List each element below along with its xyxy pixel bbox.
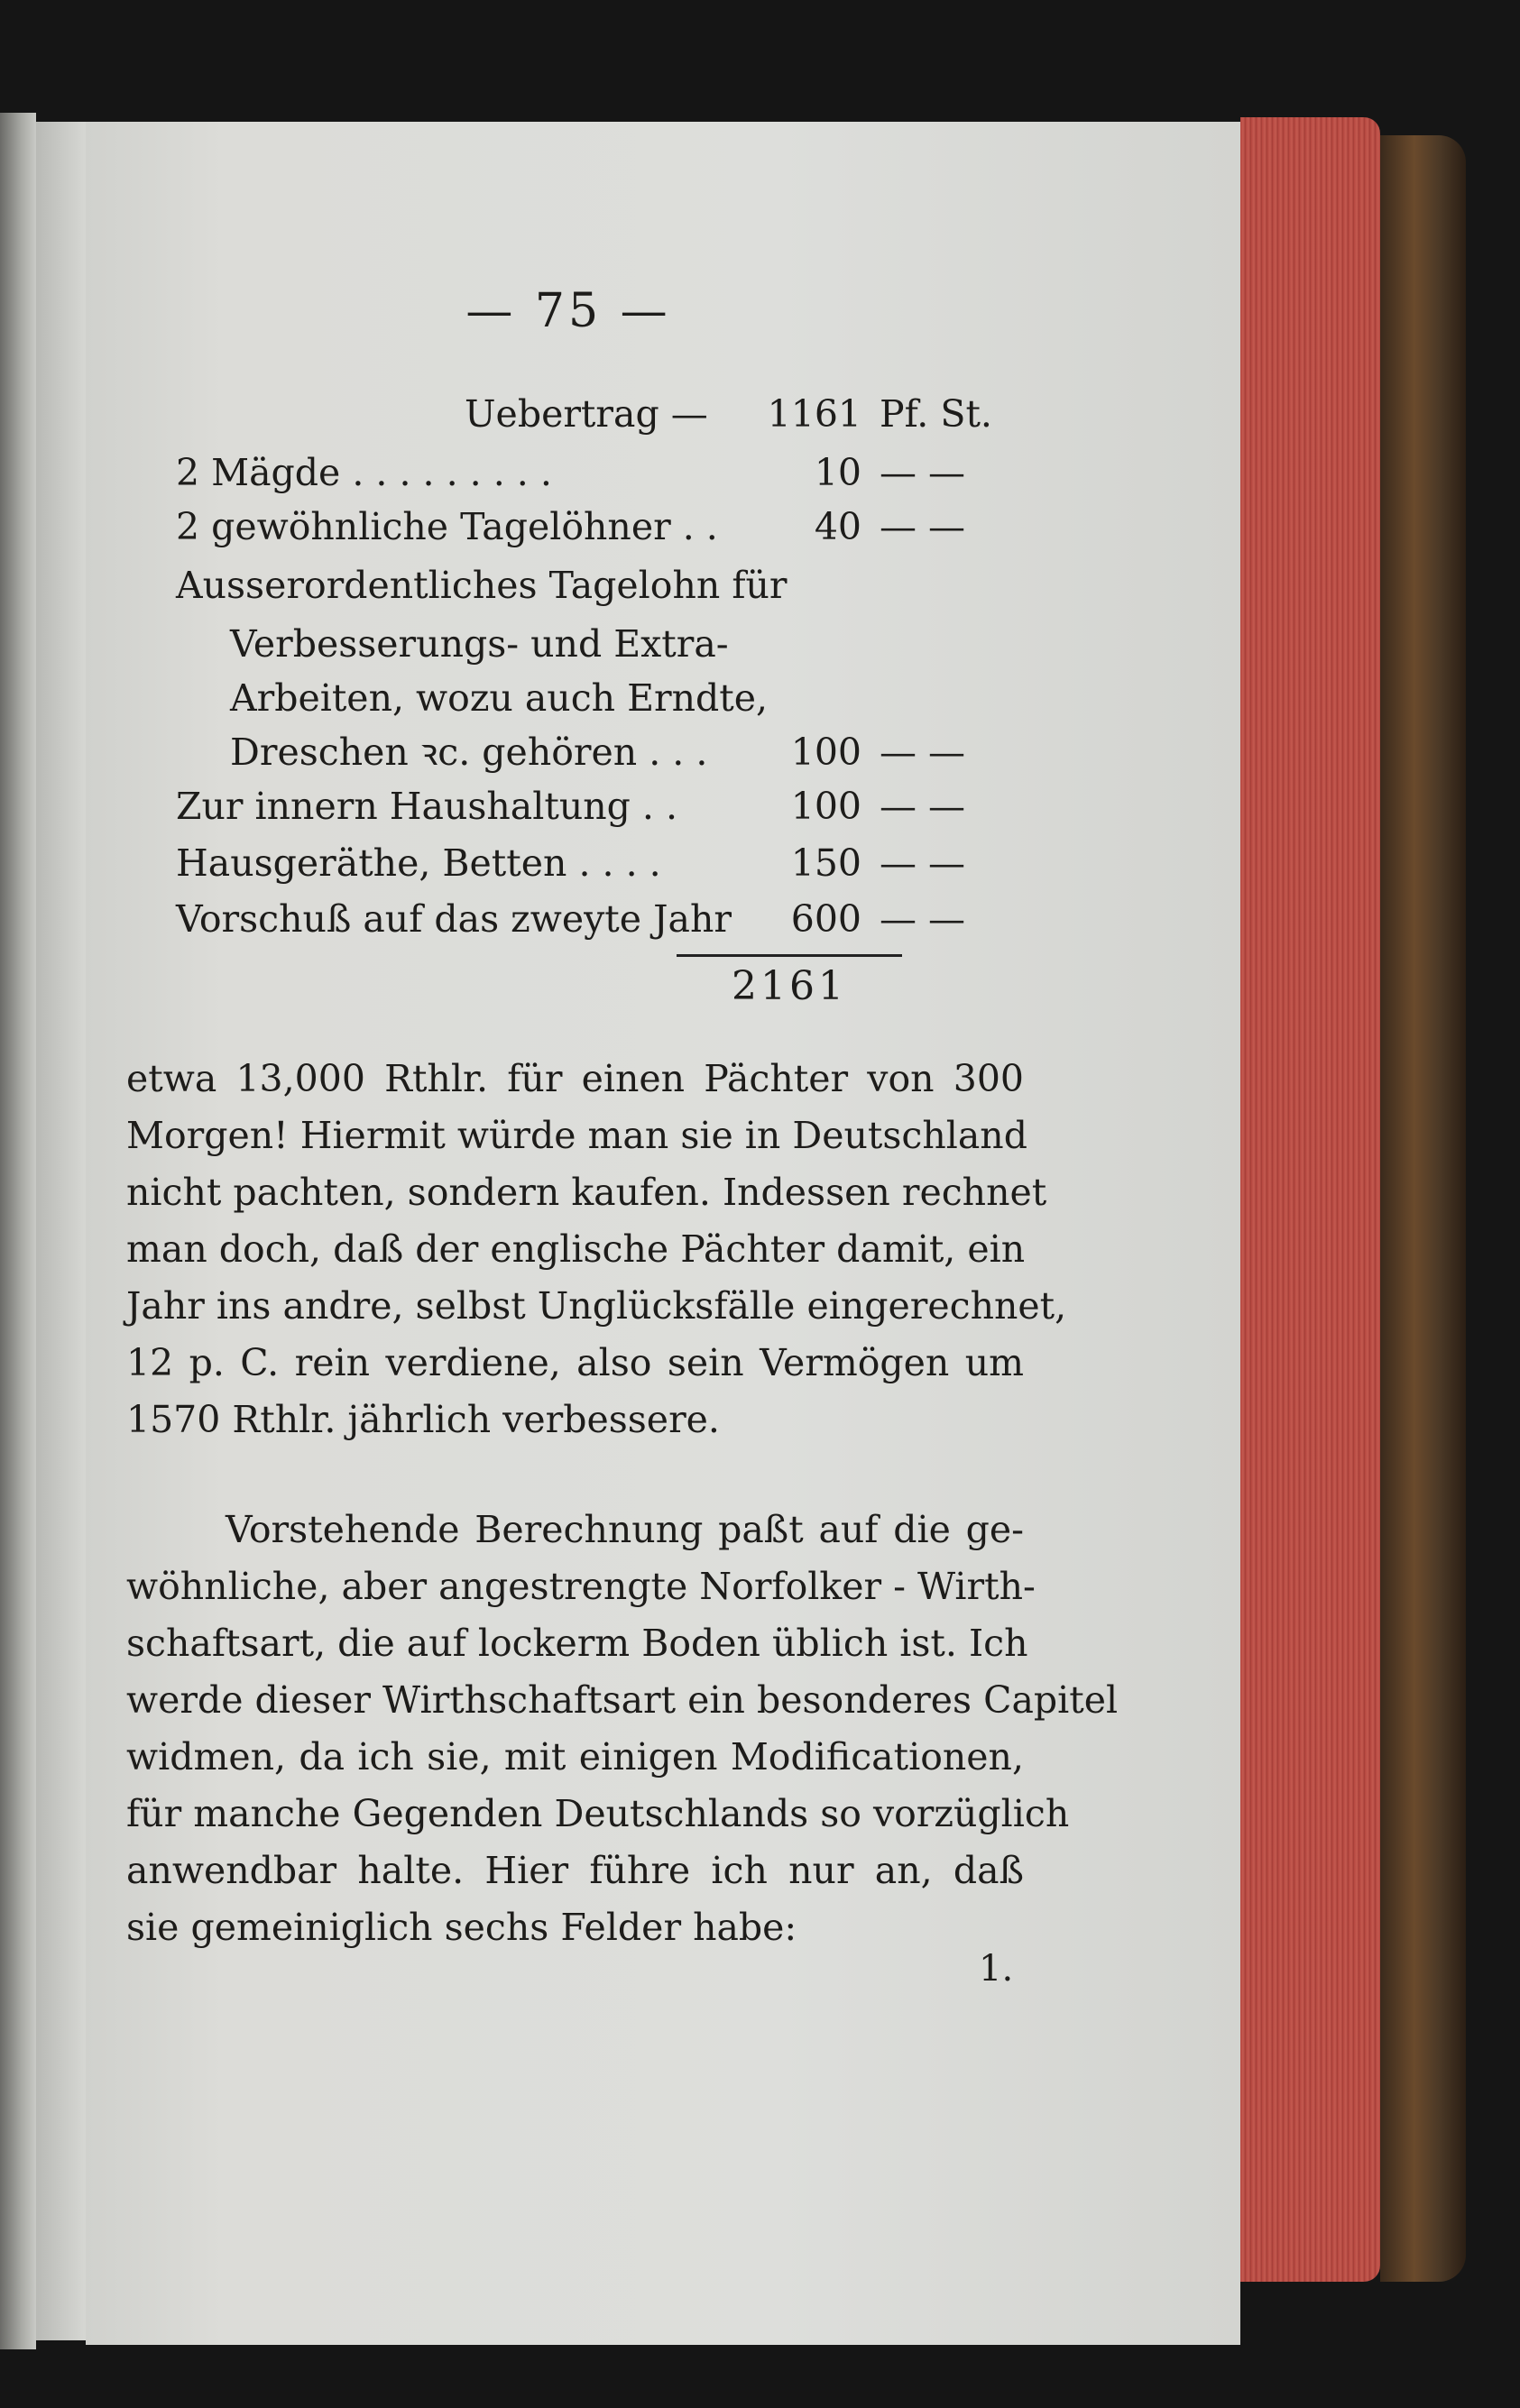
text-line: widmen, da ich sie, mit einigen Modificationen,	[126, 1735, 1024, 1778]
text-line: sie gemeiniglich sechs Felder habe:	[126, 1906, 797, 1949]
ledger-item-amount: 600	[790, 897, 861, 941]
left-page-edge	[0, 113, 36, 2349]
text-line: für manche Gegenden Deutschlands so vorzüglich	[126, 1792, 1070, 1835]
text-line: nicht pachten, sondern kaufen. Indessen rechnet	[126, 1171, 1047, 1214]
ledger-row	[176, 446, 1015, 499]
text-line: Morgen! Hiermit würde man sie in Deutschland	[126, 1114, 1027, 1157]
ledger-item-label: Ausserordentliches Tagelohn für	[176, 564, 788, 607]
ledger-row	[176, 672, 1015, 724]
ledger-item-label: Arbeiten, wozu auch Erndte,	[230, 676, 769, 720]
ledger-row	[176, 780, 1015, 832]
ledger-total: 2161	[732, 963, 847, 1009]
text-line: anwendbar halte. Hier führe ich nur an, daß	[126, 1849, 1024, 1892]
ledger-item-label: Vorschuß auf das zweyte Jahr	[176, 897, 732, 941]
sum-rule	[677, 954, 902, 957]
ledger-row	[176, 559, 1015, 611]
text-line: schaftsart, die auf lockerm Boden üblich ist. Ich	[126, 1622, 1028, 1665]
red-page-edges	[1240, 117, 1380, 2282]
ledger-item-amount: 100	[790, 731, 861, 774]
ledger-item-label: Zur innern Haushaltung . .	[176, 785, 678, 828]
ledger-item-amount: 150	[790, 841, 861, 885]
ledger-item-unit: — —	[880, 785, 966, 828]
ledger-item-label: Dreschen ꝛc. gehören . . .	[230, 731, 708, 774]
ledger-item-label: 2 Mägde . . . . . . . . .	[176, 451, 552, 494]
ledger-item-label: Hausgeräthe, Betten . . . .	[176, 841, 661, 885]
ledger-row	[176, 501, 1015, 553]
page-number: — 75 —	[465, 284, 671, 338]
ledger-item-amount: 10	[814, 451, 861, 494]
text-line: 1570 Rthlr. jährlich verbessere.	[126, 1398, 720, 1441]
ledger-row	[176, 726, 1015, 778]
ledger-item-unit: — —	[880, 731, 966, 774]
paragraph-1	[126, 1051, 1067, 1448]
text-line: man doch, daß der englische Pächter damit, ein	[126, 1227, 1026, 1271]
ledger-item-amount: 40	[814, 505, 861, 548]
ledger-carried-amount: 1161	[767, 392, 861, 436]
ledger-row	[176, 893, 1015, 945]
ledger-row	[176, 837, 1015, 889]
book-cover	[1380, 135, 1466, 2282]
ledger-item-label: 2 gewöhnliche Tagelöhner . .	[176, 505, 718, 548]
ledger-carried-label: Uebertrag —	[465, 392, 708, 436]
ledger-item-unit: — —	[880, 505, 966, 548]
ledger-carried-row	[176, 388, 1015, 440]
ledger-item-label: Verbesserungs- und Extra-	[230, 622, 729, 666]
paragraph-2	[126, 1502, 1119, 1956]
ledger-row	[176, 618, 1015, 670]
text-line: Vorstehende Berechnung paßt auf die ge-	[226, 1508, 1024, 1551]
ledger-carried-unit: Pf. St.	[880, 392, 992, 436]
text-line: 12 p. C. rein verdiene, also sein Vermögen um	[126, 1341, 1024, 1384]
text-line: werde dieser Wirthschaftsart ein besonderes Capitel	[126, 1678, 1119, 1722]
ledger-item-unit: — —	[880, 841, 966, 885]
page-gutter	[36, 122, 86, 2340]
ledger-item-unit: — —	[880, 897, 966, 941]
ledger-item-amount: 100	[790, 785, 861, 828]
ledger-item-unit: — —	[880, 451, 966, 494]
text-line: etwa 13,000 Rthlr. für einen Pächter von 300	[126, 1057, 1024, 1100]
text-line: wöhnliche, aber angestrengte Norfolker - Wirth-	[126, 1565, 1036, 1608]
text-line: Jahr ins andre, selbst Unglücksfälle eingerechnet,	[126, 1284, 1067, 1328]
catchword: 1.	[979, 1948, 1014, 1990]
